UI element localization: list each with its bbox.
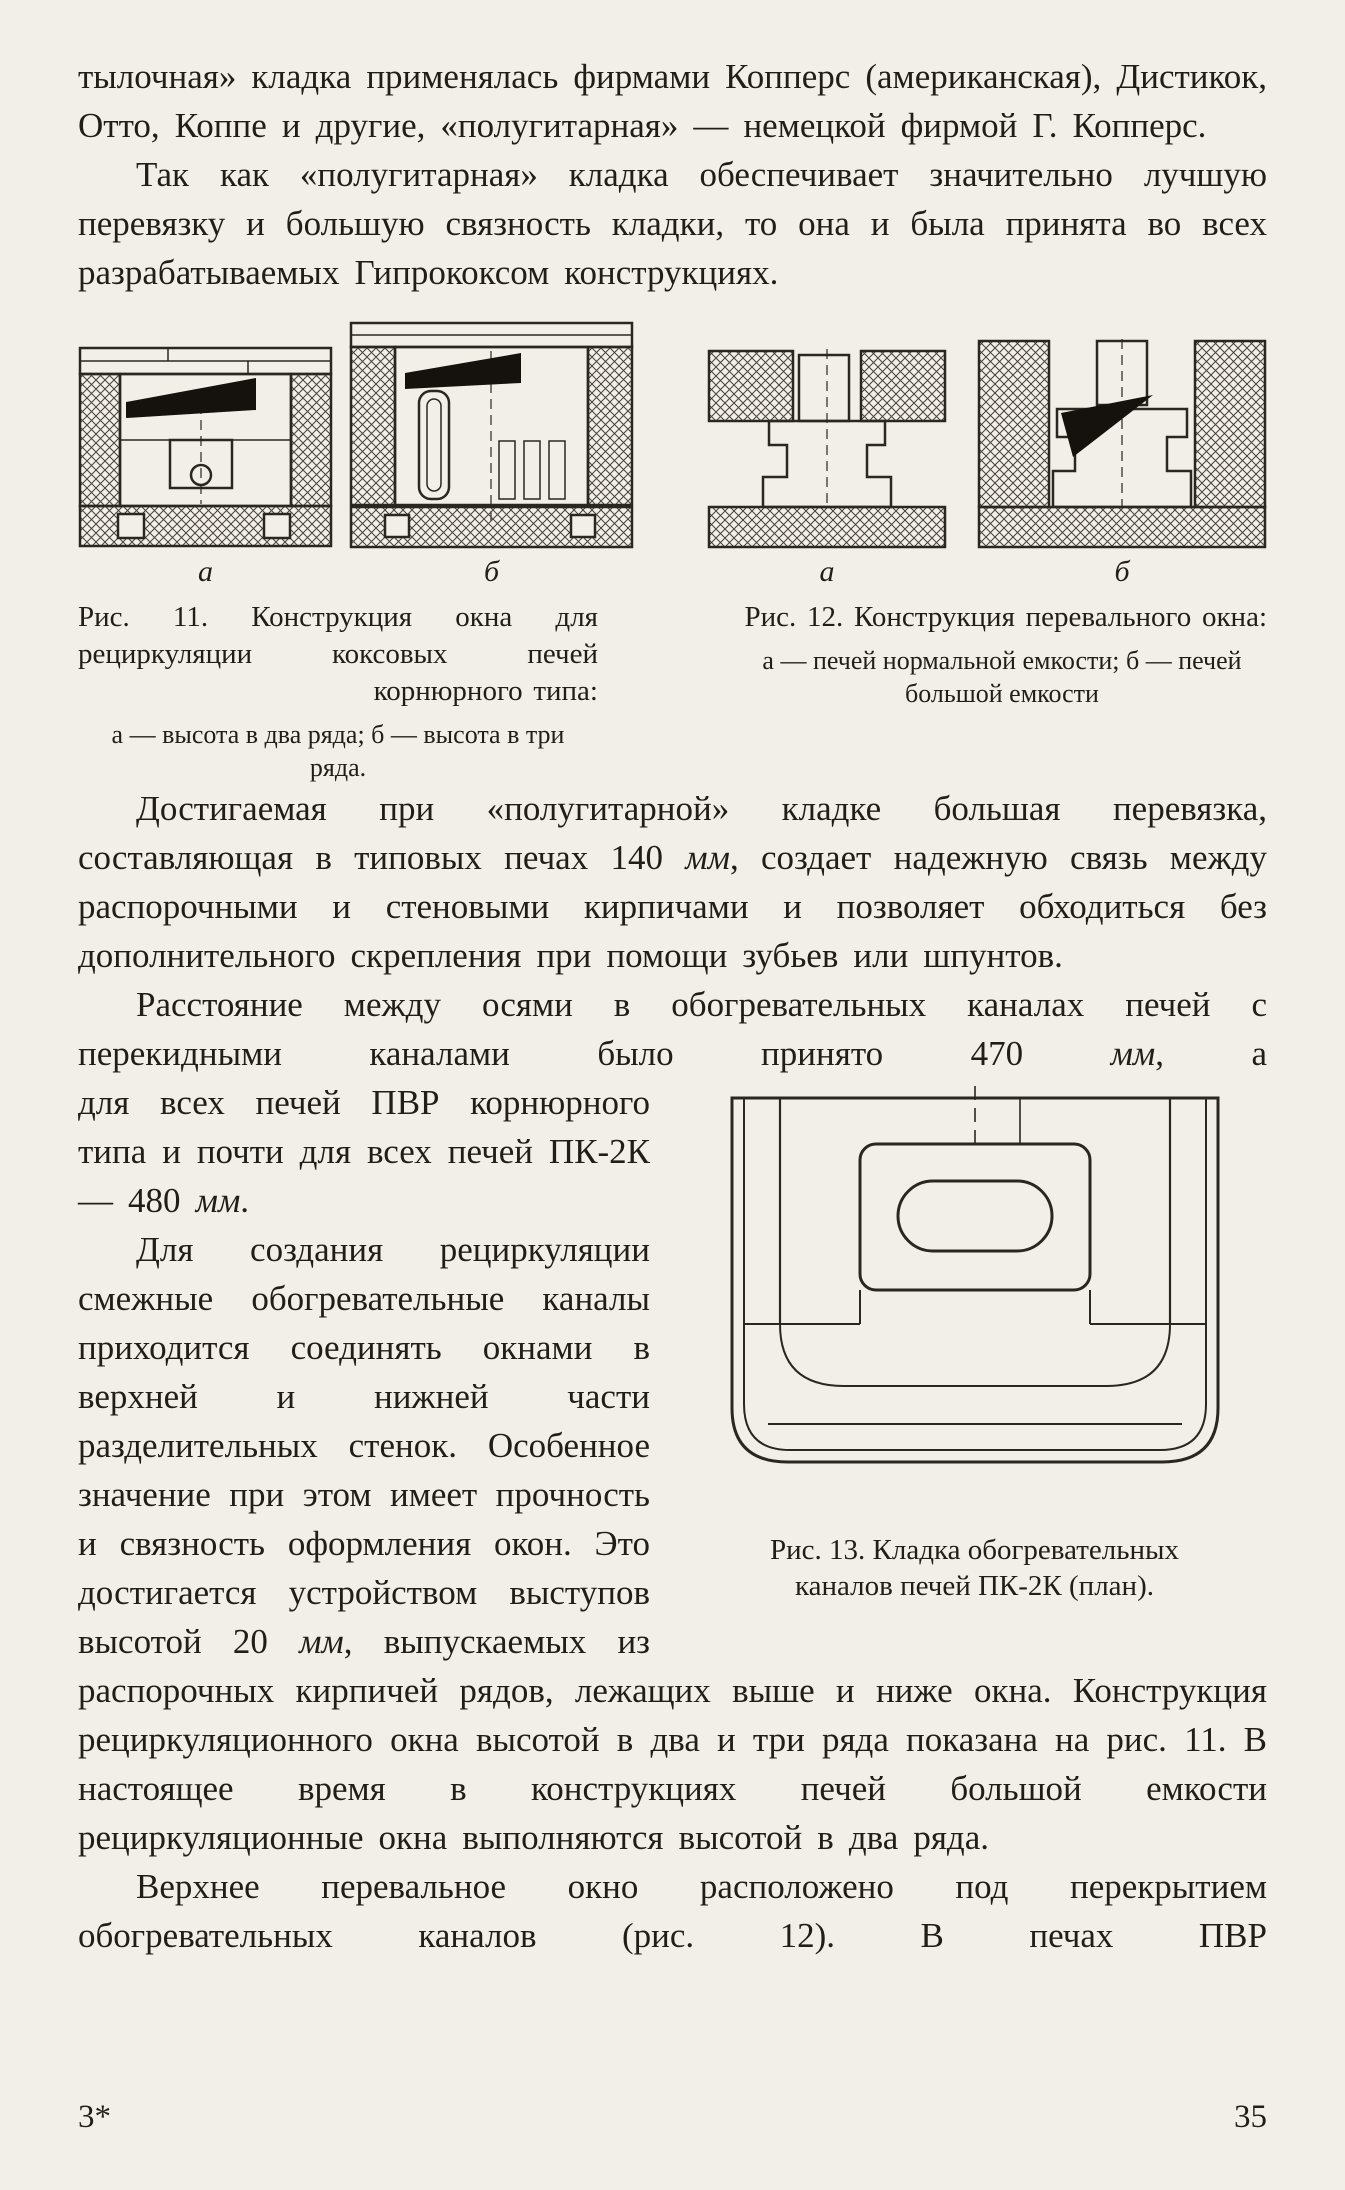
caption-figure-12: Рис. 12. Конструкция перевального окна: [744, 601, 1267, 633]
figure-12-panel-b [977, 339, 1267, 591]
figure-row [78, 321, 1267, 591]
page-number: 35 [1234, 2099, 1267, 2135]
figure-12a-drawing [707, 349, 947, 549]
figure-11-panel-a [78, 344, 333, 591]
text-segment: , выпускаемых из распорочных кирпичей рядов, лежащих выше и ниже окна. Конструкция рециркуляционного окна высотой в два и три ряда показана на рис. 11. В настоящее время в конструкциях печей большой емкости рециркуляционные окна выполняются высотой в два ряда. [78, 1622, 1267, 1857]
figure-11-caption-block [78, 599, 598, 784]
figure-11-label-b: б [483, 555, 500, 588]
unit-mm: мм [299, 1622, 344, 1661]
legend-figure-11: а — высота в два ряда; б — высота в три ряда. [111, 720, 565, 782]
caption-row [78, 599, 1267, 784]
legend-figure-12: а — печей нормальной емкости; б — печей большой емкости [762, 646, 1242, 708]
caption-figure-11: Рис. 11. Конструкция окна для рециркуляции коксовых печей корнюрного типа: [78, 601, 598, 707]
text-segment: Достигаемая при «полугитарной» кладке большая перевязка, составляющая в типовых печах 140 [78, 789, 1267, 877]
figure-11a-drawing [78, 344, 333, 549]
figure-11-label-a: а [198, 555, 213, 588]
text-segment: , а [1155, 1034, 1267, 1073]
paragraph-polugitar: Так как «полугитарная» кладка обеспечивает значительно лучшую перевязку и большую связность кладки, то она и была принята во всех разрабатываемых Гипрококсом конструкциях. [78, 155, 1267, 292]
page-footer [78, 2099, 1267, 2136]
figure-13 [682, 1086, 1267, 1604]
figure-12-label-a: а [819, 555, 835, 588]
text-segment: , создает надежную связь между распорочными и стеновыми кирпичами и позволяет обходиться без дополнительного скрепления при помощи зубьев или шпунтов. [78, 838, 1267, 975]
figure-11b-drawing [349, 321, 634, 549]
paragraph-perevalnoe-okno: Верхнее перевальное окно расположено под перекрытием обогревательных каналов (рис. 12). В печах ПВР [78, 1867, 1267, 1955]
paragraph-rasstoyanie-wide [78, 980, 1267, 1078]
figure-11-group [78, 321, 634, 591]
unit-mm: мм [1110, 1034, 1156, 1073]
unit-mm: мм [195, 1181, 241, 1220]
paragraph-perevyazka [78, 784, 1267, 980]
figure-12-group [707, 339, 1267, 591]
text-segment: . [240, 1181, 250, 1220]
figure-11-panel-b [349, 321, 634, 591]
text-segment: Расстояние между осями в обогревательных каналах печей с перекидными каналами было принято 470 [78, 985, 1267, 1073]
figure-12-label-b: б [1114, 555, 1130, 588]
unit-mm: мм [685, 838, 730, 877]
figure-12-panel-a [707, 349, 947, 591]
figure-12-caption-block [737, 599, 1267, 784]
text-segment: Для создания рециркуляции смежные обогревательные каналы приходится соединять окнами в верхней и нижней части разделительных стенок. Особенное значение при этом имеет прочность и связность оформления окон. Это достигается устройством выступов высотой 20 [78, 1230, 650, 1661]
figure-12b-drawing [977, 339, 1267, 549]
caption-figure-13: Рис. 13. Кладка обогревательных каналов печей ПК-2К (план). [770, 1534, 1179, 1602]
text-segment: для всех печей ПВР корнюрного типа и почти для всех печей ПК-2К — 480 [78, 1083, 650, 1220]
paragraph-opening: тылочная» кладка применялась фирмами Копперс (американская), Дистикок, Отто, Коппе и другие, «полугитарная» — немецкой фирмой Г. Копперс. [78, 57, 1267, 145]
figure-13-drawing [710, 1086, 1240, 1516]
signature-mark: 3* [78, 2099, 111, 2135]
